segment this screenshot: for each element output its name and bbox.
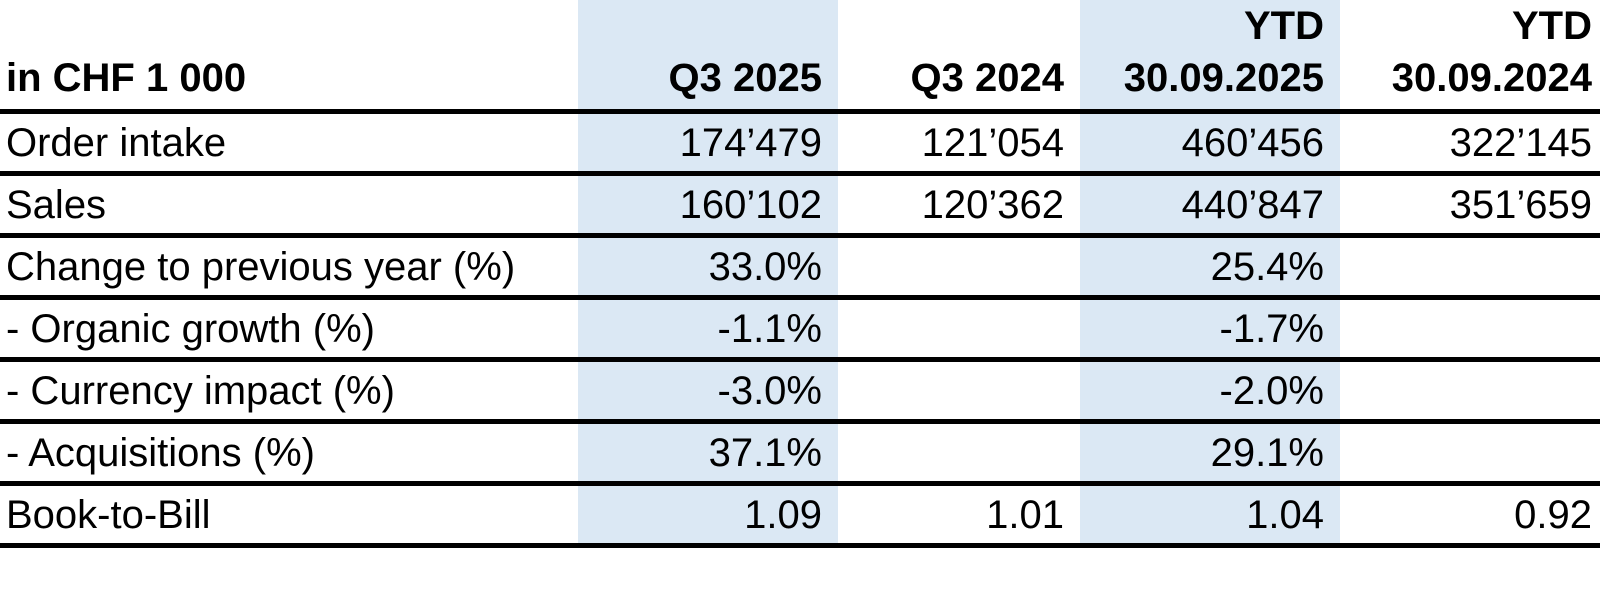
- cell-value: 174’479: [578, 112, 838, 174]
- cell-value: 160’102: [578, 174, 838, 236]
- cell-value: [838, 298, 1080, 360]
- table-row-change-previous-year: [0, 236, 1600, 298]
- row-label: - Organic growth (%): [0, 298, 578, 360]
- column-header-q3-2024: [838, 0, 1080, 112]
- column-header-line2: Q3 2024: [910, 56, 1064, 100]
- table-row-order-intake: [0, 112, 1600, 174]
- table-row-organic-growth: [0, 298, 1600, 360]
- cell-value: 351’659: [1340, 174, 1600, 236]
- cell-value: 25.4%: [1080, 236, 1340, 298]
- cell-value: 121’054: [838, 112, 1080, 174]
- table-header: [0, 0, 1600, 112]
- table-body: [0, 112, 1600, 546]
- cell-value: -1.7%: [1080, 298, 1340, 360]
- cell-value: [1340, 236, 1600, 298]
- cell-value: [838, 422, 1080, 484]
- column-header-line2: 30.09.2025: [1123, 56, 1324, 100]
- cell-value: 0.92: [1340, 484, 1600, 546]
- column-header-ytd-2024: [1340, 0, 1600, 112]
- table-row-acquisitions: [0, 422, 1600, 484]
- column-header-line1: YTD: [1244, 4, 1324, 48]
- row-label: Sales: [0, 174, 578, 236]
- row-label: - Currency impact (%): [0, 360, 578, 422]
- column-header-line2: 30.09.2024: [1391, 56, 1592, 100]
- row-label: Book-to-Bill: [0, 484, 578, 546]
- cell-value: 322’145: [1340, 112, 1600, 174]
- cell-value: 29.1%: [1080, 422, 1340, 484]
- row-label: - Acquisitions (%): [0, 422, 578, 484]
- cell-value: -3.0%: [578, 360, 838, 422]
- row-label: Order intake: [0, 112, 578, 174]
- cell-value: -2.0%: [1080, 360, 1340, 422]
- cell-value: [1340, 422, 1600, 484]
- table-row-currency-impact: [0, 360, 1600, 422]
- column-header-q3-2025: [578, 0, 838, 112]
- cell-value: [838, 360, 1080, 422]
- cell-value: 440’847: [1080, 174, 1340, 236]
- column-header-ytd-2025: [1080, 0, 1340, 112]
- unit-label-header: in CHF 1 000: [0, 0, 578, 112]
- header-row: [0, 0, 1600, 112]
- cell-value: 37.1%: [578, 422, 838, 484]
- cell-value: 1.01: [838, 484, 1080, 546]
- table-row-book-to-bill: [0, 484, 1600, 546]
- cell-value: 460’456: [1080, 112, 1340, 174]
- row-label: Change to previous year (%): [0, 236, 578, 298]
- cell-value: -1.1%: [578, 298, 838, 360]
- cell-value: 1.09: [578, 484, 838, 546]
- cell-value: 1.04: [1080, 484, 1340, 546]
- column-header-line2: Q3 2025: [668, 56, 822, 100]
- cell-value: 33.0%: [578, 236, 838, 298]
- table-row-sales: [0, 174, 1600, 236]
- cell-value: [1340, 360, 1600, 422]
- cell-value: [1340, 298, 1600, 360]
- cell-value: [838, 236, 1080, 298]
- column-header-line1: YTD: [1512, 4, 1592, 48]
- cell-value: 120’362: [838, 174, 1080, 236]
